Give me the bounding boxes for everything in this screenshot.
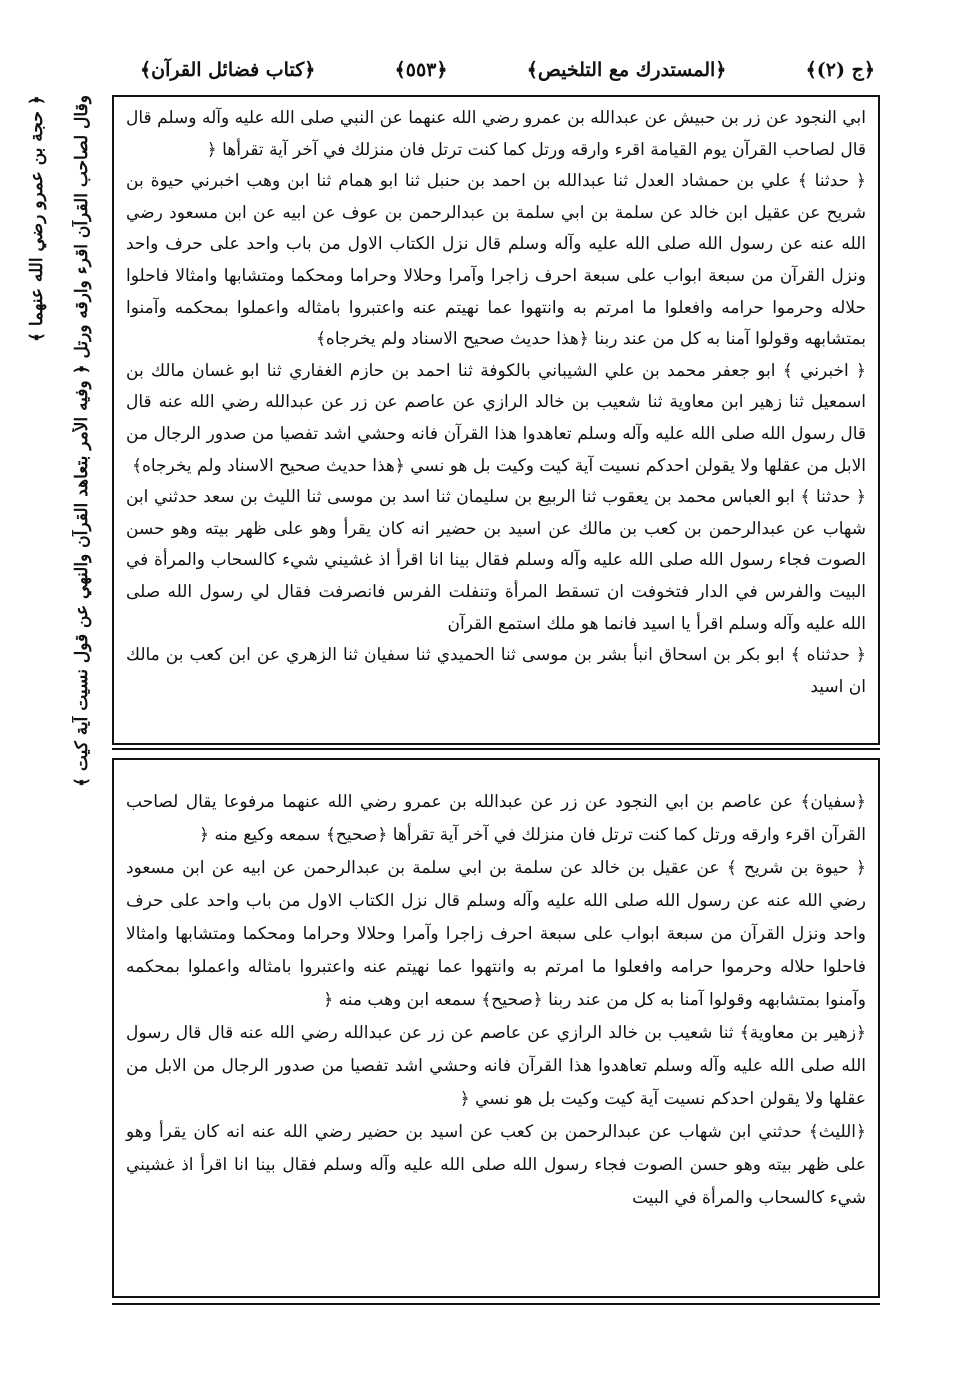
main-paragraph: ﴿ اخبرني ﴾ ابو جعفر محمد بن علي الشيباني بالكوفة ثنا احمد بن حازم الغفاري ثنا ابو غسان مالك بن اسمعيل ثنا زهير ابن معاوية ثنا شعيب بن خالد الرازي عن عاصم عن زر عن عبدالله رضي الله عنه قال قال رسول الله صلى الله عليه وآله وسلم تعاهدوا هذا القرآن فانه وحشي اشد تفصيا من صدور الرجال من الابل من عقلها ولا يقولن احدكم نسيت آية كيت وكيت بل هو نسي ﴿هذا حديث صحيح الاسناد ولم يخرجاه﴾ [126,360,866,476]
main-paragraph: ﴿ حدثنا ﴾ علي بن حمشاد العدل ثنا عبدالله بن احمد بن حنبل ثنا ابو همام ثنا ابن وهب اخبرني حيوة بن شريح عن عقيل ابن خالد عن سلمة بن ابي سلمة بن عبدالرحمن بن عوف عن ابيه عن ابن مسعود رضي الله عنه عن رسول الله صلى الله عليه وآله وسلم قال نزل الكتاب الاول من باب واحد على حرف واحد ونزل القرآن من سبعة ابواب على سبعة احرف زاجرا وآمرا وحلالا وحراما ومحكما ومتشابها وامثالا فاحلوا حلاله وحرموا حرامه وافعلوا ما امرتم به وانتهوا عما نهيتم عنه واعتبروا بامثاله واعملوا بمحكمه وآمنوا بمتشابهه وقولوا آمنا به كل من عند ربنا ﴿هذا حديث صحيح الاسناد ولم يخرجاه﴾ [126,171,866,350]
summary-paragraph: ﴿سفيان﴾ عن عاصم بن ابي النجود عن زر عن عبدالله بن عمرو رضي الله عنهما مرفوعا يقال لصاحب القرآن اقرء وارقه ورتل كما كنت ترتل فان منزلك في آخر آية تقرأها ﴿صحيح﴾ سمعه وكيع منه ﴿ [126,792,866,845]
page-header [140,50,875,90]
summary-text-box [112,758,880,1298]
main-paragraph: ابي النجود عن زر بن حبيش عن عبدالله بن عمرو رضي الله عنهما عن النبي صلى الله عليه وآله وسلم قال قال لصاحب القرآن يوم القيامة اقرء وارقه ورتل كما كنت ترتل فان منزلك في آخر آية تقرأها ﴿ [126,108,866,160]
summary-paragraph: ﴿زهير بن معاوية﴾ ثنا شعيب بن خالد الرازي عن عاصم عن زر عن عبدالله رضي الله عنه قال قال رسول الله صلى الله عليه وآله وسلم تعاهدوا هذا القرآن فانه وحشي اشد تفصيا من صدور الرجال من الابل من عقلها ولا يقولن احدكم نسيت آية كيت وكيت بل هو نسي ﴿ [126,1023,866,1109]
bottom-rule [112,1303,880,1305]
page-number: ﴿٥٥٣﴾ [394,59,448,81]
main-text-box [112,95,880,745]
summary-paragraph: ﴿ حيوة بن شريح ﴾ عن عقيل بن خالد عن سلمة بن ابي سلمة بن عبدالرحمن عن ابيه عن ابن مسعود رضي الله عنه عن رسول الله صلى الله عليه وآله وسلم قال نزل الكتاب الاول من باب واحد على حرف واحد ونزل القرآن من سبعة ابواب على سبعة احرف زاجرا وآمرا وحلالا وحراما ومحكما ومتشابها وامثالا فاحلوا حلاله وحرموا حرامه وافعلوا ما امرتم به وانتهوا عما نهيتم عنه واعتبروا بامثاله واعملوا بمحكمه وآمنوا بمتشابهه وقولوا آمنا به كل من عند ربنا ﴿صحيح﴾ سمعه ابن وهب منه ﴿ [126,858,866,1010]
margin-note-attribution: ﴿ حجة بن عمرو رضي الله عنهما ﴾ [27,95,47,342]
section-divider [112,748,880,750]
book-title: ﴿المستدرك مع التلخيص﴾ [526,59,727,81]
summary-paragraph: ﴿الليث﴾ حدثني ابن شهاب عن عبدالرحمن بن كعب عن اسيد بن حضير رضي الله عنه انه كان يقرأ وهو على ظهر بيته وهو حسن الصوت فجاء رسول الله صلى الله عليه وآله وسلم فقال بينا انا اقرأ اذ غشيني شيء كالسحاب والمرأة في البيت [126,1122,866,1208]
volume-label: ﴿ج (٢)﴾ [805,59,875,81]
main-paragraph: ﴿ حدثنا ﴾ ابو العباس محمد بن يعقوب ثنا الربيع بن سليمان ثنا اسد بن موسى ثنا الليث بن سعد حدثني ابن شهاب عن عبدالرحمن بن كعب بن مالك عن اسيد بن حضير انه كان يقرأ وهو على ظهر بيته وهو حسن الصوت فجاء رسول الله صلى الله عليه وآله وسلم فقال بينا انا اقرأ اذ غشيني شيء كالسحاب والمرأة في البيت والفرس في الدار فتخوفت ان تسقط المرأة وتنفلت الفرس فانصرفت فقال لي رسول الله صلى الله عليه وآله وسلم اقرأ يا اسيد فانما هو ملك استمع القرآن [126,487,866,634]
chapter-title: ﴿كتاب فضائل القرآن﴾ [140,59,316,81]
margin-notes [22,95,107,1315]
margin-note-topic: وقال لصاحب القرآن اقرء وارقه ورتل ﴿ وفيه الأمر بتعاهد القرآن والنهي عن قول نسيت آية كيت ﴾ [72,95,92,787]
main-paragraph: ﴿ حدثناه ﴾ ابو بكر بن اسحاق انبأ بشر بن موسى ثنا الحميدي ثنا سفيان ثنا الزهري عن ابن كعب بن مالك ان اسيد [126,645,866,697]
